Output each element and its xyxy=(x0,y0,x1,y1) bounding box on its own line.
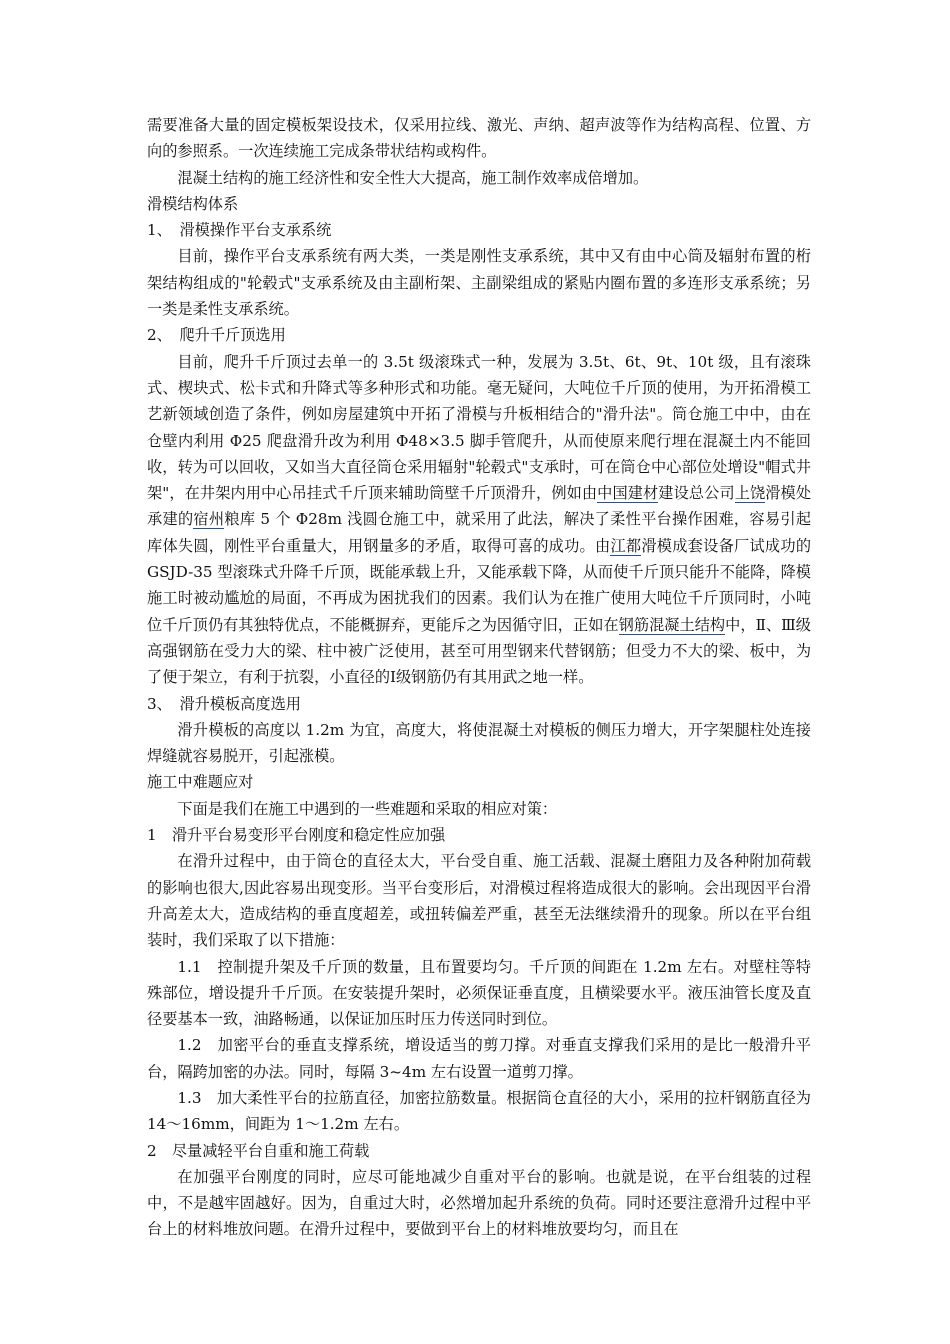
section-heading: 滑模结构体系 xyxy=(147,194,239,213)
paragraph: 需要准备大量的固定模板架设技术，仅采用拉线、激光、声纳、超声波等作为结构高程、位置、方向的参照系。一次连续施工完成条带状结构或构件。 xyxy=(147,116,811,161)
hyperlink[interactable]: 宿州 xyxy=(193,510,225,529)
hyperlink[interactable]: 中国建材 xyxy=(597,484,659,503)
paragraph-with-links xyxy=(147,349,811,691)
numbered-paragraph: 1.1 控制提升架及千斤顶的数量，且布置要均匀。千斤顶的间距在 1.2m 左右。对壁柱等特殊部位，增设提升千斤顶。在安装提升架时，必须保证垂直度，且横梁要水平。液压油管长度及直径要基本一致，油路畅通，以保证加压时压力传送同时到位。 xyxy=(147,957,811,1029)
subsection-heading: 2 尽量减轻平台自重和施工荷载 xyxy=(147,1141,370,1160)
hyperlink[interactable]: 上饶 xyxy=(734,484,766,503)
paragraph: 目前，操作平台支承系统有两大类，一类是刚性支承系统，其中又有由中心筒及辐射布置的桁架结构组成的"轮毂式"支承系统及由主副桁架、主副梁组成的紧贴内圈布置的多连形支承系统；另一类是柔性支承系统。 xyxy=(147,247,811,319)
numbered-paragraph: 1.2 加密平台的垂直支撑系统，增设适当的剪刀撑。对垂直支撑我们采用的是比一般滑升平台，隔跨加密的办法。同时，每隔 3~4m 左右设置一道剪刀撑。 xyxy=(147,1036,811,1081)
section-heading: 施工中难题应对 xyxy=(147,773,254,792)
paragraph: 混凝土结构的施工经济性和安全性大大提高，施工制作效率成倍增加。 xyxy=(177,168,649,187)
hyperlink[interactable]: 钢筋混凝土结构 xyxy=(618,615,726,634)
numbered-paragraph: 1.3 加大柔性平台的拉筋直径，加密拉筋数量。根据筒仓直径的大小，采用的拉杆钢筋直径为 14～16mm，间距为 1～1.2m 左右。 xyxy=(147,1088,811,1134)
hyperlink[interactable]: 江都 xyxy=(610,536,642,555)
paragraph: 在加强平台刚度的同时，应尽可能地减少自重对平台的影响。也就是说，在平台组装的过程中，不是越牢固越好。因为，自重过大时，必然增加起升系统的负荷。同时还要注意滑升过程中平台上的材料堆放问题。在滑升过程中，要做到平台上的材料堆放要均匀，而且在 xyxy=(147,1167,811,1239)
text-run: 滑模成套设备厂试成功的 GSJD-35 型滚珠式升降千斤顶，既能承载上升，又能承载下降，从而使千斤顶只能升不能降，降模施工时被动尴尬的局面，不再成为困扰我们的因素。我们认为在推广使用大吨位千斤顶同时，小吨位千斤顶仍有其独特优点，不能概摒弃，更能斥之为因循守旧，正如在 xyxy=(147,536,812,634)
text-run: 滑模处承建的 xyxy=(147,484,812,529)
subsection-heading: 3、 滑升模板高度选用 xyxy=(147,694,301,713)
text-run: 粮库 5 个 Φ28m 浅圆仓施工中，就采用了此法，解决了柔性平台操作困难，容易引起库体失圆，刚性平台重量大，用钢量多的矛盾，取得可喜的成功。由 xyxy=(147,510,812,555)
subsection-heading: 1 滑升平台易变形平台刚度和稳定性应加强 xyxy=(147,826,446,845)
paragraph: 在滑升过程中，由于筒仓的直径太大，平台受自重、施工活载、混凝土磨阻力及各种附加荷载的影响也很大,因此容易出现变形。当平台变形后，对滑模过程将造成很大的影响。会出现因平台滑升高差太大，造成结构的垂直度超差，或扭转偏差严重，甚至无法继续滑升的现象。所以在平台组装时，我们采取了以下措施： xyxy=(147,852,811,950)
subsection-heading: 1、 滑模操作平台支承系统 xyxy=(147,221,332,240)
subsection-heading: 2、 爬升千斤顶选用 xyxy=(147,326,286,345)
document-body xyxy=(147,112,811,1243)
paragraph: 滑升模板的高度以 1.2m 为宜，高度大，将使混凝土对模板的侧压力增大，开字架腿柱处连接焊缝就容易脱开，引起涨模。 xyxy=(147,720,811,766)
paragraph: 下面是我们在施工中遇到的一些难题和采取的相应对策： xyxy=(177,799,558,818)
text-run: 目前，爬升千斤顶过去单一的 3.5t 级滚珠式一种，发展为 3.5t、6t、9t、10t 级，且有滚珠式、楔块式、松卡式和升降式等多种形式和功能。毫无疑问，大吨位千斤顶的使用，为开拓滑模工艺新领域创造了条件，例如房屋建筑中开拓了滑模与升板相结合的"滑升法"。筒仓施工中中，由在仓壁内利用 Φ25 爬盘滑升改为利用 Φ48×3.5 脚手管爬升，从而使原来爬行埋在混凝土内不能回收，转为可以回收，又如当大直径筒仓采用辐射"轮毂式"支承时，可在筒仓中心部位处增设"帽式井架"，在井架内用中心吊挂式千斤顶来辅助筒壁千斤顶滑升，例如由 xyxy=(147,352,811,503)
text-run: 中，Ⅱ、Ⅲ级高强钢筋在受力大的梁、柱中被广泛使用，甚至可用型钢来代替钢筋；但受力不大的梁、板中，为了便于架立，有利于抗裂，小直径的Ⅰ级钢筋仍有其用武之地一样。 xyxy=(147,615,811,687)
text-run: 建设总公司 xyxy=(658,484,735,503)
